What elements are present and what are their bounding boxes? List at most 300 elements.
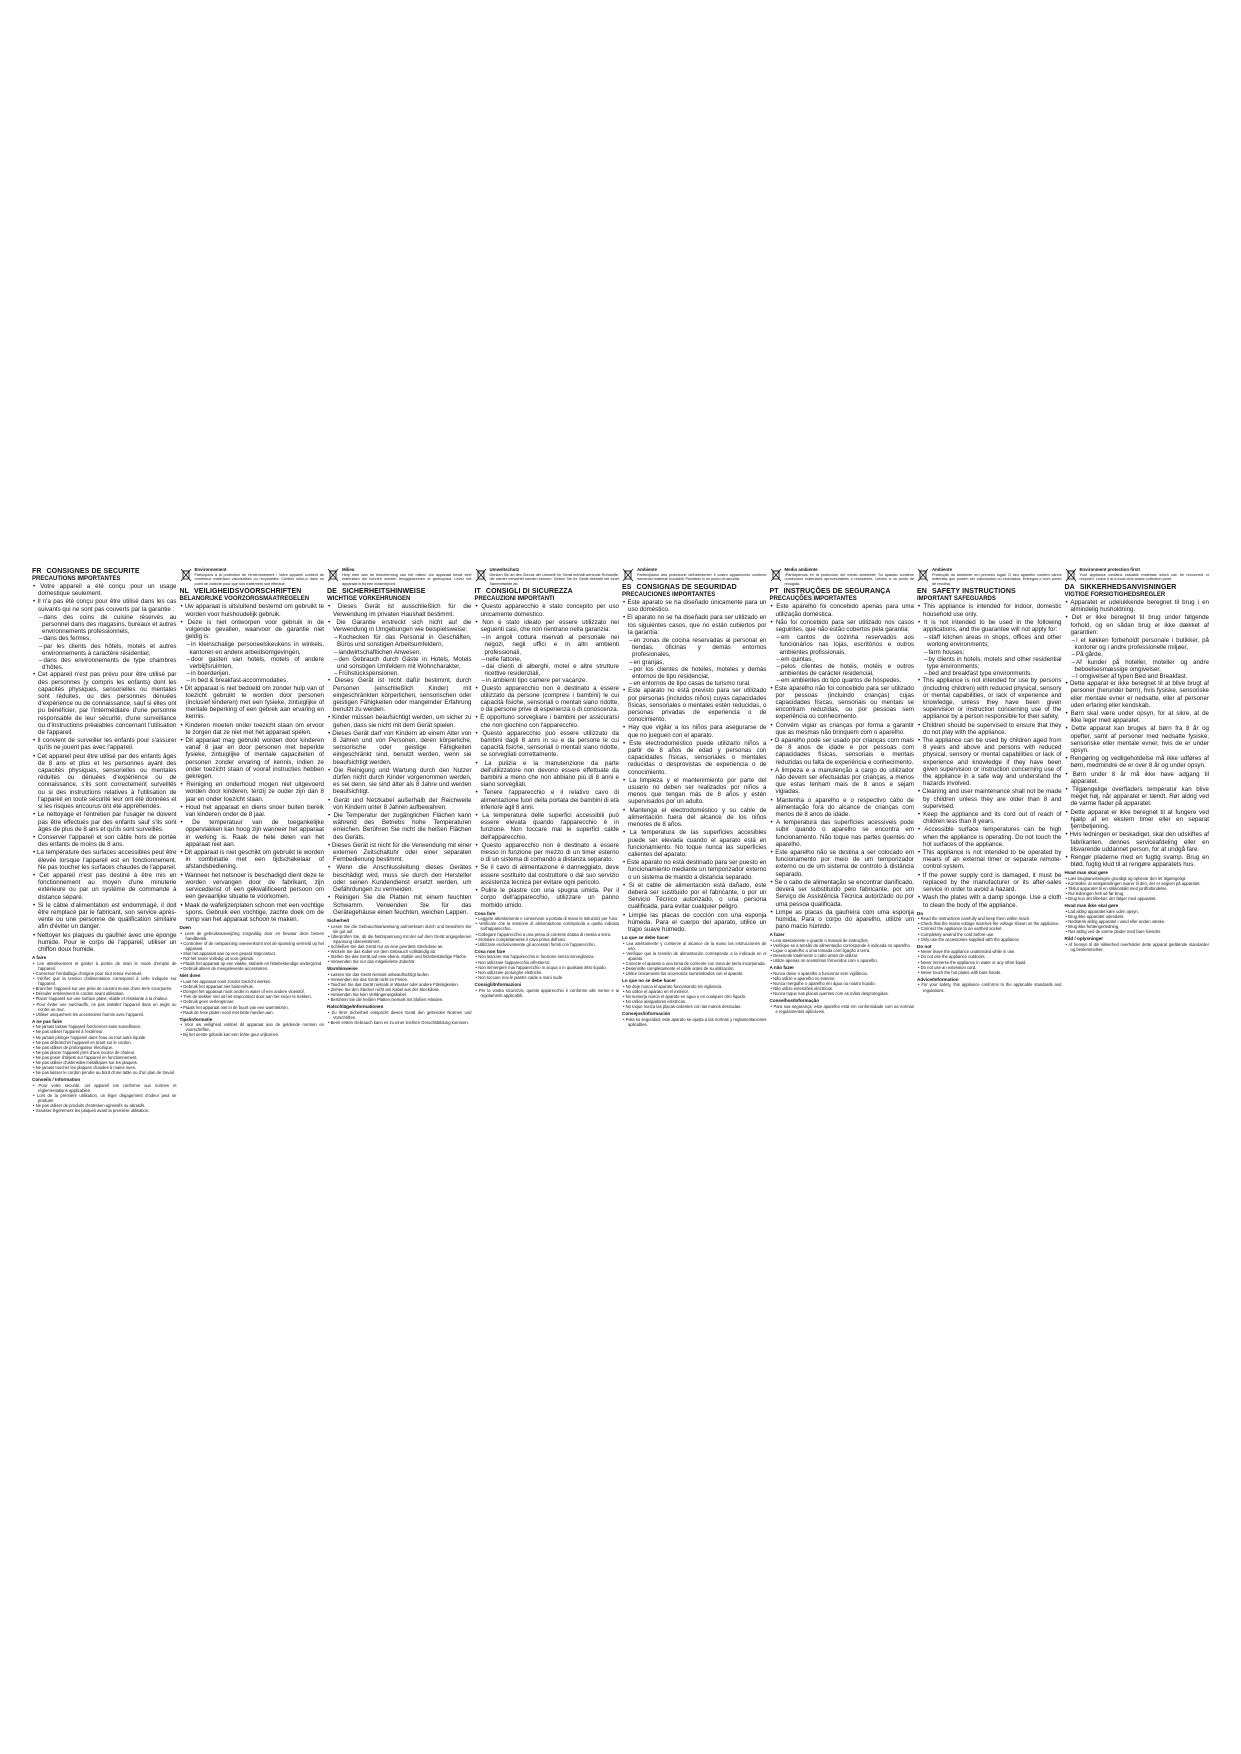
column-nl <box>180 568 325 1074</box>
small-bullets <box>770 1004 915 1014</box>
crossed-bin-icon <box>770 568 782 582</box>
small-bullets <box>917 916 1062 941</box>
list-item: • Pulire le piastre con una spugna umida. Per il corpo dell'apparecchio, utilizzare un panno morbido umido. <box>475 887 620 909</box>
list-item: • Verifique se a tensão de alimentação corresponde à indicada no aparelho. <box>770 943 915 948</box>
list-item: • Gebruik alleen de meegeleverde accessoires. <box>180 966 325 971</box>
list-item: • Rengøring og vedligeholdelse må ikke udføres af børn, medmindre de er over 8 år og under opsyn. <box>1065 755 1210 769</box>
list-item: • La température des surfaces accessibles peut être élevée lorsque l'appareil est en fonctionnement. Ne pas toucher les surfaces chaudes de l'appareil. <box>32 849 177 871</box>
list-item: – in ambienti tipo camere per vacanze. <box>475 677 620 684</box>
small-bullets <box>475 988 620 998</box>
section-subtitle-de: WICHTIGE VORKEHRUNGEN <box>327 596 411 603</box>
environment-box <box>180 568 325 586</box>
list-item: • Brancher l'appareil sur une prise de courant munie d'une terre incorporée. <box>32 986 177 991</box>
list-item: • Dieses Gerät ist nicht dafür bestimmt, durch Personen (einschließlich Kinder) mit eingeschränkten körperlichen, sensorischen oder geistigen Fähigkeiten oder mangelnder Erfahrung benutzt zu werden. <box>327 677 472 713</box>
list-item: – dai clienti di alberghi, motel e altre strutture ricettive residenziali, <box>475 663 620 677</box>
list-item: • Kinder müssen beaufsichtigt werden, um sicher zu gehen, dass sie nicht mit dem Gerät spielen. <box>327 714 472 728</box>
environment-text: Your appliance contains valuable materials which can be recovered or recycled. Leave it at a local civic waste collection point. <box>1079 572 1209 582</box>
list-item: • Questo apparecchio non è destinato a essere messo in funzione per mezzo di un timer esterno o di un sistema di comando a distanza separato. <box>475 842 620 864</box>
list-item: – nelle fattorie, <box>475 656 620 663</box>
list-item: • It is not intended to be used in the following applications, and the guarantee will not apply for: <box>917 619 1062 633</box>
list-item: • Rengør pladerne med en fugtig svamp. Brug en blød, fugtig klud til at rengøre apparatets hus. <box>1065 854 1210 868</box>
list-item: • Lad aldrig apparatet køre uden opsyn. <box>1065 909 1210 914</box>
list-item: • Laat het apparaat nooit zonder toezicht werken. <box>180 979 325 984</box>
list-item: • Nunca mergulhe o aparelho em água ou noutro líquido. <box>770 981 915 986</box>
crossed-bin-icon <box>180 568 192 582</box>
language-code-nl: NL <box>179 588 190 596</box>
list-item: • Cet appareil n'est pas prévu pour être utilisé par des personnes (y compris les enfants) dont les capacités physiques, sensorielles ou mentales sont réduites, ou des personnes dénuées d'expérience ou de connaissance, sauf si elles ont pu bénéficier, par l'intermédiaire d'une personne responsable de leur sécurité, d'une surveillance ou d'instructions préalables concernant l'utilisation de l'appareil. <box>32 671 177 736</box>
column-fr <box>32 568 177 1114</box>
small-bullets <box>622 984 767 1009</box>
list-item: • Ne pas débrancher l'appareil en tirant sur le cordon. <box>32 1040 177 1045</box>
subheading: A ne pas faire <box>32 1018 62 1024</box>
list-item: • La temperatura delle superfici accessibili può essere elevata quando l'apparecchio è in funzione. Non toccare mai le superfici calde dell'apparecchio. <box>475 812 620 841</box>
list-item: • Si le câble d'alimentation est endommagé, il doit être remplacé par le fabricant, son service après-vente ou une personne de qualification similaire afin d'éviter un danger. <box>32 902 177 931</box>
subheading: Cosa non fare <box>474 948 506 954</box>
list-item: – staff kitchen areas in shops, offices and other working environments; <box>917 634 1062 648</box>
small-bullets <box>917 949 1062 974</box>
list-item: • Mantenha o aparelho e o respectivo cabo de alimentação fora do alcance de crianças com menos de 8 anos de idade. <box>770 797 915 819</box>
small-bullets <box>475 916 620 947</box>
list-item: • If the power supply cord is damaged, it must be replaced by the manufacturer or its after-sales service in order to avoid a hazard. <box>917 872 1062 894</box>
environment-text: Partecipiamo alla protezione dell'ambiente! Il vostro apparecchio contiene numerosi materiali riciclabili. Portatelo in un punto di raccolta. <box>637 572 767 582</box>
list-item: • Utilice únicamente los accesorios suministrados con el aparato. <box>622 971 767 976</box>
list-item: – en granjas, <box>622 659 767 666</box>
subheading: Conseils / Information <box>32 1077 81 1083</box>
list-item: • Dérouler entièrement le cordon avant utilisation. <box>32 991 177 996</box>
list-item: • Ne jamais toucher les plaques chaudes à mains nues. <box>32 1065 177 1070</box>
list-item: – I omgivelser af typen Bed and Breakfast. <box>1065 673 1210 680</box>
list-item: • Maak de wafelijzerplaten schoon met een vochtige spons. Gebruik een vochtige, zachte doek om de romp van het apparaat schoon te maken. <box>180 902 325 924</box>
list-item: • Deze is niet ontworpen voor gebruik in de volgende gevallen, waarvoor de garantie niet geldig is: <box>180 619 325 641</box>
large-bullets-da <box>1065 599 1210 868</box>
list-item: • Vérifier que la tension d'alimentation correspond à celle indiquée sur l'appareil. <box>32 976 177 986</box>
subheading: A faire <box>32 955 47 961</box>
list-item: • Este aparato se ha diseñado únicamente para un uso doméstico. <box>622 599 767 613</box>
list-item: • Le nettoyage et l'entretien par l'usager ne doivent pas être effectués par des enfants sauf s'ils sont âgés de plus de 8 ans et qu'ils sont surveillés. <box>32 811 177 833</box>
list-item: • Rør aldrig ved de varme plader med bare hænder. <box>1065 929 1210 934</box>
section-header-de <box>327 588 472 596</box>
list-item: • Questo apparecchio non è destinato a essere utilizzato da persone (compresi i bambini) le cui capacità fisiche, sensoriali o mentali siano ridotte, o da persone prive di esperienza o di conoscenza. <box>475 685 620 714</box>
small-bullets <box>622 941 767 977</box>
environment-box <box>327 568 472 586</box>
list-item: • Não utilize extensões eléctricas. <box>770 986 915 991</box>
list-item: • Dompel het apparaat nooit onder in water of een andere vloeistof. <box>180 989 325 994</box>
subheading: Niet doen <box>179 973 201 979</box>
list-item: • Det er ikke beregnet til brug under følgende forhold, og en sådan brug er ikke dækket af garantien: <box>1065 614 1210 636</box>
list-item: • Este electrodoméstico puede utilizarlo niños a partir de 8 años de edad y personas con capacidades físicas, sensoriales o mentales reducidas o desprovistas de experiencia o de conocimiento. <box>622 740 767 776</box>
list-item: • Non utilizzare prolunghe elettriche. <box>475 970 620 975</box>
list-item: • La pulizia e la manutenzione da parte dell'utilizzatore non devono essere effettuate da bambini a meno che non abbiano più di 8 anni e siano sorvegliati. <box>475 760 620 789</box>
column-es <box>622 568 767 1074</box>
list-item: • No deje nunca el aparato funcionando sin vigilancia. <box>622 984 767 989</box>
list-item: • Brug ikke forlængerledning. <box>1065 924 1210 929</box>
language-code-de: DE <box>327 588 337 596</box>
crossed-bin-icon <box>1065 568 1077 582</box>
list-item: • Reiniging en onderhoud mogen niet uitgevoerd worden door kinderen, tenzij ze ouder zijn dan 8 jaar en onder toezicht staan. <box>180 781 325 803</box>
list-item: • Dit apparaat mag gebruikt worden door kinderen vanaf 8 jaar en door personen met beperkte fysieke, zintuiglijke of mentale capaciteiten of personen zonder ervaring of kennis, indien ze onder toezicht staan of vooraf instructies hebben gekregen. <box>180 737 325 780</box>
list-item: – den Gebrauch durch Gäste in Hotels, Motels und sonstigen Umfeldern mit Wohncharakter, <box>327 656 472 670</box>
language-code-es: ES <box>622 584 632 591</box>
list-item: • Ne pas placer l'appareil près d'une source de chaleur. <box>32 1050 177 1055</box>
list-item: • Die Garantie erstreckt sich nicht auf die Verwendung in Umgebungen wie beispielsweise: <box>327 619 472 633</box>
list-item: • Schließen Sie das Gerät nur an eine geerdete Steckdose an. <box>327 944 472 949</box>
subheading: Advice/Information <box>917 976 959 982</box>
list-item: • A temperatura das superfícies acessíveis pode subir quando o aparelho se encontra em funcionamento. Não toque nas partes quentes do aparelho. <box>770 819 915 848</box>
list-item: • Conecte el aparato a una toma de corriente con toma de tierra incorporada. <box>622 961 767 966</box>
list-item: • Die Temperatur der zugänglichen Flächen kann während des Betriebs hohe Temperaturen erreichen. Berühren Sie nicht die heißen Flächen des Geräts. <box>327 812 472 841</box>
language-code-pt: PT <box>769 588 779 596</box>
section-title-da: SIKKERHEDSANVISNINGER <box>1079 584 1177 591</box>
environment-title: Ambiente <box>932 567 953 572</box>
subheading: Warnhinweise <box>327 966 358 972</box>
list-item: • Questo apparecchio è stato concepito per uso unicamente domestico. <box>475 603 620 617</box>
list-item: • Utiliser uniquement les accessoires fournis avec l'appareil. <box>32 1012 177 1017</box>
list-item: • Ne pas utiliser d'ustensiles métalliques sur les plaques. <box>32 1060 177 1065</box>
list-item: – farm houses; <box>917 649 1062 656</box>
list-item: – Frühstückspensionen. <box>327 670 472 677</box>
list-item: – in bed & breakfast-accommodaties. <box>180 677 325 684</box>
subheading: Ratschläge/Informationen <box>327 1004 384 1010</box>
list-item: • Srotolare completamente il cavo prima dell'uso. <box>475 937 620 942</box>
list-item: • Dette apparat kan bruges af børn fra 8 år og opefter, samt af personer med nedsatte fysiske, sensoriske eller mentale evner, hvis de er under opsyn. <box>1065 725 1210 754</box>
subheading: Do not <box>917 943 932 949</box>
subheading: Conselhos/Informação <box>769 998 820 1004</box>
small-bullets <box>1065 942 1210 952</box>
list-item: • La limpieza y el mantenimiento por parte del usuario no deben ser realizados por niños a menos que tengan más de 8 años y estén supervisados por un adulto. <box>622 777 767 806</box>
environment-title: Milieu <box>342 567 355 572</box>
list-item: • Ne pas utiliser l'appareil à l'extérieur. <box>32 1029 177 1034</box>
subheading: Tips/informatie <box>179 1016 213 1022</box>
environment-box <box>622 568 767 582</box>
list-item: • Lire attentivement et garder à portée de main le mode d'emploi de l'appareil. <box>32 961 177 971</box>
list-item: • Tenere l'apparecchio e il relativo cavo di alimentazione fuori della portata dei bambini di età inferiore agli 8 anni. <box>475 789 620 811</box>
list-item: • Cet appareil n'est pas destiné à être mis en fonctionnement au moyen d'une minuterie extérieure ou par un système de commande à distance séparé. <box>32 872 177 901</box>
list-item: • Wash the plates with a damp sponge. Use a cloth to clean the body of the appliance. <box>917 894 1062 908</box>
list-item: • Dieses Gerät darf von Kindern ab einem Alter von 8 Jahren und von Personen, deren körperliche, sensorische oder geistige Fähigkeiten eingeschränkt sind, benutzt werden, wenn sie beaufsichtigt werden. <box>327 730 472 766</box>
section-title-es: CONSIGNAS DE SEGURIDAD <box>636 584 737 591</box>
list-item: • Only use the accessories supplied with the appliance. <box>917 937 1062 942</box>
subheading: Sicherheit <box>327 917 350 923</box>
list-item: • Ne pas poser d'objets sur l'appareil en fonctionnement. <box>32 1055 177 1060</box>
list-item: • Nunca deixe o aparelho a funcionar sem vigilância. <box>770 971 915 976</box>
section-header-nl <box>180 588 325 596</box>
list-item: – en entornos de tipo casas de turismo rural. <box>622 680 767 687</box>
section-subtitle-en: IMPORTANT SAFEGUARDS <box>917 596 996 603</box>
list-item: • Rol het snoer volledig uit voor gebruik. <box>180 956 325 961</box>
list-item: • Mantenga el electrodoméstico y su cable de alimentación fuera del alcance de los niños menores de 8 años. <box>622 807 767 829</box>
small-bullets <box>622 1017 767 1027</box>
list-item: • Kinderen moeten onder toezicht staan om ervoor te zorgen dat ze niet met het apparaat spelen. <box>180 722 325 736</box>
list-item: • Dette apparat er ikke beregnet til at blive brugt af personer (herunder børn), hvis fysiske, sensoriske eller mentale evner er nedsatte, eller af personer uden erfaring eller kendskab. <box>1065 680 1210 709</box>
subheading: Do <box>917 910 924 916</box>
list-item: – in kleinschalige personeelskeukens in winkels, kantoren en andere arbeidsomgevingen, <box>180 641 325 655</box>
list-item: • For your safety, this appliance conforms to the applicable standards and regulations. <box>917 982 1062 992</box>
list-item: • Votre appareil a été conçu pour un usage domestique seulement. <box>32 583 177 597</box>
list-item: • Children should be supervised to ensure that they do not play with the appliance. <box>917 722 1062 736</box>
list-item: • Verifique que la tensión de alimentación corresponde a la indicada en el aparato. <box>622 951 767 961</box>
list-item: • Never touch the hot plates with bare hands. <box>917 970 1062 975</box>
list-item: • Brug kun det tilbehør, der følger med apparatet. <box>1065 896 1210 901</box>
section-header-it <box>475 588 620 596</box>
section-subtitle-pt: PRECAUÇÕES IMPORTANTES <box>769 596 857 603</box>
list-item: • Do not use the appliance outdoors. <box>917 954 1062 959</box>
small-bullets <box>475 954 620 979</box>
list-item: • Zu Ihrer Sicherheit entspricht dieses Gerät den geltenden Normen und Vorschriften. <box>327 1010 472 1020</box>
crossed-bin-icon <box>475 568 487 582</box>
small-bullets <box>180 931 325 972</box>
large-bullets-en <box>917 603 1062 908</box>
environment-title: Environnement <box>194 567 227 572</box>
list-item: • Accessible surface temperatures can be high when the appliance is operating. Do not touch the hot surfaces of the appliance. <box>917 826 1062 848</box>
list-item: • Este aparelho não foi concebido para ser utilizado por pessoas (incluindo crianças) cujas capacidades físicas, sensoriais ou mentais se encontram reduzidas, ou por pessoas sem experiência ou conhecimento. <box>770 685 915 721</box>
section-header-fr <box>32 568 177 576</box>
list-item: • The appliance can be used by children aged from 8 years and above and persons with reduced physical, sensory or mental capabilities or lack of experience and knowledge if they have been given supervision or instruction concerning use of the appliance in a safe way and understand the hazards involved. <box>917 737 1062 787</box>
list-item: • O aparelho pode ser usado por crianças com mais de 8 anos de idade e por pessoas com capacidades físicas, sensoriais e mentais reduzidas ou falta de experiência e conhecimento. <box>770 737 915 766</box>
subheading: A fazer <box>769 932 785 938</box>
list-item: • Reinigen Sie die Platten mit einem feuchten Schwamm. Verwenden Sie für das Gerätegehäuse einen feuchten, weichen Lappen. <box>327 894 472 916</box>
list-item: • Lea atentamente y conserve al alcance de la mano las instrucciones de uso. <box>622 941 767 951</box>
subheading: Hvad man skal gøre <box>1064 870 1108 876</box>
list-item: • Connect the appliance to an earthed socket. <box>917 926 1062 931</box>
section-pt <box>770 588 915 1014</box>
list-item: • Verwenden Sie kein Verlängerungskabel. <box>327 992 472 997</box>
list-item: – in boerderijen, <box>180 670 325 677</box>
list-item: • Voor uw veiligheid voldoet dit apparaat aan de geldende normen en voorschriften. <box>180 1022 325 1032</box>
environment-text: ¡Participemos en la protección del medio ambiente! Su aparato contiene numerosos materiales aprovechables o reciclables. Llévelo a un punto de recogida. <box>784 572 914 586</box>
list-item: – door gasten van hotels, motels of andere verblijfsruimten, <box>180 656 325 670</box>
list-item: • Este aparelho não se destina a ser colocado em funcionamento por meio de um temporizador externo ou de um sistema de controlo à distância separado. <box>770 849 915 878</box>
list-item: • Børn under 8 år må ikke have adgang til apparatet. <box>1065 771 1210 785</box>
environment-box <box>770 568 915 586</box>
list-item: • Si el cable de alimentación está dañado, éste deberá ser sustituido por el fabricante, o por un Servicio Técnico autorizado, o una persona cualificada, para evitar cualquier peligro. <box>622 882 767 911</box>
list-item: – pelos clientes de hotéis, motéis e outros ambientes de carácter residencial, <box>770 663 915 677</box>
environment-box <box>1065 568 1210 582</box>
list-item: • Never leave the appliance unattended while in use. <box>917 949 1062 954</box>
list-item: • Check that the mains voltage matches the voltage shown on the appliance. <box>917 921 1062 926</box>
list-item: • Ne pas utiliser de prolongateur électrique. <box>32 1045 177 1050</box>
list-item: • Il convient de surveiller les enfants pour s'assurer qu'ils ne jouent pas avec l'appareil. <box>32 737 177 751</box>
list-item: • Dieses Gerät ist ausschließlich für die Verwendung im privaten Haushalt bestimmt. <box>327 603 472 617</box>
section-title-it: CONSIGLI DI SICUREZZA <box>485 588 573 596</box>
small-bullets <box>180 1022 325 1037</box>
list-item: • Utilizzare esclusivamente gli accessori forniti con l'apparecchio. <box>475 942 620 947</box>
small-bullets <box>32 1024 177 1075</box>
list-item: • Leia atentamente e guarde o manual de instruções. <box>770 938 915 943</box>
list-item: • Keep the appliance and its cord out of reach of children less than 8 years. <box>917 811 1062 825</box>
large-bullets-fr <box>32 583 177 953</box>
list-item: – dans des coins de cuisine réservés au personnel dans des magasins, bureaux et autres environnements professionnels, <box>32 614 177 636</box>
list-item: • Nettoyer les plaques du gaufrier avec une éponge humide. Pour le corps de l'appareil, utiliser un chiffon doux humide. <box>32 932 177 954</box>
list-item: – I et køkken forbeholdt personale i butikker, på kontorer og i andre professionelle miljøer, <box>1065 637 1210 651</box>
subheading: A não fazer <box>769 965 795 971</box>
list-item: • Pour votre sécurité, cet appareil est conforme aux normes et réglementations applicables. <box>32 1083 177 1093</box>
small-bullets <box>917 982 1062 992</box>
list-item: • Berühren Sie die heißen Platten niemals mit bloßen Händen. <box>327 997 472 1002</box>
column-it <box>475 568 620 1074</box>
list-item: – Kochecken für das Personal in Geschäften, Büros und sonstigen Arbeitsumfeldern, <box>327 634 472 648</box>
section-en <box>917 588 1062 992</box>
list-item: • Non è stato ideato per essere utilizzato nei seguenti casi, che non rientrano nella garanzia: <box>475 619 620 633</box>
list-item: • Lassen Sie das Gerät niemals unbeaufsichtigt laufen. <box>327 972 472 977</box>
column-pt <box>770 568 915 1074</box>
list-item: – em cantos de cozinha reservados aos funcionários nas lojas, escritórios e outros ambientes profissionais, <box>770 634 915 656</box>
large-bullets-it <box>475 603 620 908</box>
list-item: • Dit apparaat is niet bedoeld om zonder hulp van of toezicht gebruikt te worden door personen (inclusief kinderen) met een fysieke, zintuiglijke of mentale beperking of een gebrek aan ervaring en kennis. <box>180 685 325 721</box>
list-item: – em ambientes do tipo quartos de hóspedes. <box>770 677 915 684</box>
list-item: • Limpie las placas de cocción con una esponja húmeda. Para el cuerpo del aparato, utilice un trapo suave húmedo. <box>622 912 767 934</box>
small-bullets <box>1065 909 1210 934</box>
list-item: • Never immerse the appliance in water or any other liquid. <box>917 960 1062 965</box>
large-bullets-nl <box>180 603 325 923</box>
list-item: • Hvis ledningen er beskadiget, skal den udskiftes af fabrikanten, dennes serviceafdeling eller en tilsvarende uddannet person, for at undgå fare. <box>1065 831 1210 853</box>
list-item: • Dette apparat er ikke beregnet til at fungere ved hjælp af en ekstern timer eller en separat fjernbetjening. <box>1065 809 1210 831</box>
crossed-bin-icon <box>622 568 634 582</box>
list-item: • Sluit het apparaat aan op een geaard stopcontact. <box>180 951 325 956</box>
environment-text: Help mee aan de bescherming van het milieu! Uw apparaat bevat veel materialen die kunnen worden teruggewonnen of gerecycled. Lever het apparaat in bij een inzamelpunt. <box>342 572 472 586</box>
column-de <box>327 568 472 1074</box>
list-item: • Conserver l'appareil et son câble hors de portée des enfants de moins de 8 ans. <box>32 834 177 848</box>
list-item: • Gerät und Netzkabel außerhalb der Reichweite von Kindern unter 8 Jahren aufbewahren. <box>327 797 472 811</box>
list-item: • Read the instructions carefully and keep them within reach. <box>917 916 1062 921</box>
environment-box <box>917 568 1062 586</box>
list-item: • Apparatet er udelukkende beregnet til brug i en almindelig husholdning. <box>1065 599 1210 613</box>
subheading: Råd / oplysninger <box>1064 936 1104 942</box>
list-item: • Leggere attentamente e conservare a portata di mano le istruzioni per l'uso. <box>475 916 620 921</box>
section-da <box>1065 584 1210 952</box>
list-item: • Verificare che la tensione di alimentazione corrisponda a quella indicata sull'apparecchio. <box>475 921 620 931</box>
subheading: Doen <box>179 925 191 931</box>
list-item: • Dieses Gerät ist nicht für die Verwendung mit einer externen Zeitschaltuhr oder einer separaten Fernbedienung bestimmt. <box>327 842 472 864</box>
list-item: • Se o cabo de alimentação se encontrar danificado, deverá ser substituído pelo fabricante, por um Serviço de Assistência Técnica autorizado ou por uma pessoa qualificada. <box>770 879 915 908</box>
list-item: • Conserver l'emballage d'origine pour tout retour éventuel. <box>32 971 177 976</box>
list-item: • Gebruik het apparaat niet buitenshuis. <box>180 984 325 989</box>
environment-title: Ambiente <box>637 567 658 572</box>
crossed-bin-icon <box>327 568 339 582</box>
small-bullets <box>327 924 472 965</box>
list-item: • Plaats het apparaat op een vlakke, stabiele en hittebestendige ondergrond. <box>180 961 325 966</box>
list-item: • This appliance is not intended to be operated by means of an external timer or separate remote-control system. <box>917 849 1062 871</box>
list-item: • Hay que vigilar a los niños para asegurarse de que no jueguen con el aparato. <box>622 724 767 738</box>
list-item: • Lesen Sie die Gebrauchsanweisung aufmerksam durch und bewahren Sie sie gut auf. <box>327 924 472 934</box>
list-item: • No utilice alargadores eléctricos. <box>622 999 767 1004</box>
list-item: • Wenn die Anschlussleitung dieses Gerätes beschädigt wird, muss sie durch den Hersteller oder seinen Kundendienst ersetzt werden, um Gefährdungen zu vermeiden. <box>327 864 472 893</box>
list-item: • Este aparelho foi concebido apenas para uma utilização doméstica. <box>770 603 915 617</box>
list-item: • Se il cavo di alimentazione è danneggiato, deve essere sostituito dal costruttore o dal suo servizio assistenza tecnica per evitare ogni pericolo. <box>475 864 620 886</box>
list-item: • Raak de hete platen nooit met blote handen aan. <box>180 1010 325 1015</box>
section-title-en: SAFETY INSTRUCTIONS <box>931 588 1016 596</box>
list-item: • A limpeza e a manutenção a cargo do utilizador não devem ser efectuadas por crianças, a menos que estas tenham mais de 8 anos e sejam vigiadas. <box>770 767 915 796</box>
list-item: • Desenrole totalmente o cabo antes de utilizar. <box>770 953 915 958</box>
section-subtitle-da: VIGTIGE FORSIGTIGHEDSREGLER <box>1064 592 1166 598</box>
section-de <box>327 588 472 1025</box>
list-item: • Graisser légèrement les plaques avant la première utilisation. <box>32 1108 177 1113</box>
list-item: – by clients in hotels, motels and other residential type environments; <box>917 656 1062 670</box>
language-code-fr: FR <box>32 568 42 575</box>
small-bullets <box>327 972 472 1003</box>
section-subtitle-nl: BELANGRIJKE VOORZORGSMAATREGELEN <box>179 596 310 603</box>
list-item: – dans des fermes, <box>32 635 177 642</box>
section-es <box>622 584 767 1027</box>
list-item: • Læs brugsanvisningen grundigt og opbevar den let tilgængeligt. <box>1065 876 1210 881</box>
language-code-da: DA <box>1064 584 1075 591</box>
list-item: • Il n'a pas été conçu pour être utilisé dans les cas suivants qui ne sont pas couverts par la garantie : <box>32 598 177 612</box>
list-item: • This appliance is not intended for use by persons (including children) with reduced physical, sensory or mental capabilities, or lack of experience and knowledge, unless they have been given supervision or instruction concerning use of the appliance by a person responsible for their safety. <box>917 677 1062 720</box>
section-subtitle-it: PRECAUZIONI IMPORTANTI <box>474 596 555 603</box>
list-item: • Beim ersten Gebrauch kann es zu einer leichten Geruchsbildung kommen. <box>327 1020 472 1025</box>
list-item: • Non lasciare mai l'apparecchio in funzione senza sorveglianza. <box>475 954 620 959</box>
list-item: • El aparato no se ha diseñado para ser utilizado en los siguientes casos, que no están cubiertos por la garantía: <box>622 614 767 636</box>
list-item: • Verwenden Sie nur das mitgelieferte Zubehör. <box>327 959 472 964</box>
list-item: • Af hensyn til din sikkerhed overholder dette apparat gældende standarder og bestemmelser. <box>1065 942 1210 952</box>
large-bullets-es <box>622 599 767 933</box>
section-title-nl: VEILIGHEIDSVOORSCHRIFTEN <box>194 588 302 596</box>
small-bullets <box>32 1083 177 1114</box>
small-bullets <box>770 971 915 996</box>
list-item: • Não foi concebido para ser utilizado nos casos seguintes, que não estão cobertos pela garantia: <box>770 619 915 633</box>
list-item: • È opportuno sorvegliare i bambini per assicurarsi che non giochino con l'apparecchio. <box>475 714 620 728</box>
list-item: • Ne jamais laisser l'appareil fonctionner sans surveillance. <box>32 1024 177 1029</box>
list-item: – por los clientes de hoteles, moteles y demás entornos de tipo residencial, <box>622 666 767 680</box>
small-bullets <box>770 938 915 963</box>
list-item: – in angoli cottura riservati al personale nei negozi, negli uffici e in altri ambienti professionali, <box>475 634 620 656</box>
list-item: • Ne pas laisser le cordon pendre au bord d'une table ou d'un plan de travail. <box>32 1070 177 1075</box>
environment-title: Umweltschutz <box>489 567 520 572</box>
list-item: • Uw apparaat is uitsluitend bestemd om gebruikt te worden voor huishoudelijk gebruik. <box>180 603 325 617</box>
small-bullets <box>32 961 177 1017</box>
list-item: • Tilslut apparatet til en stikkontakt med jordforbindelse. <box>1065 886 1210 891</box>
list-item: – På gårde, <box>1065 651 1210 658</box>
list-item: • This appliance is intended for indoor, domestic household use only. <box>917 603 1062 617</box>
list-item: • Completely unwind the cord before use. <box>917 932 1062 937</box>
list-item: • Houd het apparaat en diens snoer buiten bereik van kinderen onder de 8 jaar. <box>180 804 325 818</box>
list-item: – landwirtschaftlichen Anwesen, <box>327 649 472 656</box>
large-bullets-de <box>327 603 472 916</box>
list-item: • De temperatuur van de toegankelijke oppervlakken kan hoog zijn wanneer het apparaat in werking is. Raak de hete delen van het apparaat niet aan. <box>180 819 325 848</box>
list-item: • Plaats het apparaat niet in de buurt van een warmtebron. <box>180 1005 325 1010</box>
section-header-en <box>917 588 1062 596</box>
list-item: • Limpe as placas da gaufreira com uma esponja húmida. Para o corpo do aparelho, utilize um pano macio húmido. <box>770 909 915 931</box>
column-en <box>917 568 1062 1074</box>
safety-instructions-sheet <box>32 567 1210 1114</box>
section-nl <box>180 588 325 1037</box>
list-item: • Este aparato no está previsto para ser utilizado por personas (incluidos niños) cuyas capacidades físicas, sensoriales o mentales estén reducidas, o personas privadas de experiencia o de conocimiento. <box>622 687 767 723</box>
environment-text: Participons à la protection de l'environnement ! Votre appareil contient de nombreux matériaux valorisables ou recyclables. Confiez celui-ci dans un point de collecte pour que son traitement soit effectué. <box>194 572 324 586</box>
small-bullets <box>1065 876 1210 901</box>
subheading: Consigli/Informazioni <box>474 981 522 987</box>
list-item: • Questo apparecchio può essere utilizzato da bambini dagli 8 anni in su e da persone le cui capacità fisiche, sensoriali o mentali siano ridotte, se sorvegliati correttamente. <box>475 730 620 759</box>
list-item: • Ligue o aparelho a uma tomada com ligação à terra. <box>770 948 915 953</box>
list-item: • Trek de stekker niet uit het stopcontact door aan het snoer te trekken. <box>180 994 325 999</box>
list-item: • Lors de la première utilisation, un léger dégagement d'odeur peut se produire. <box>32 1093 177 1103</box>
list-item: • Utilize apenas os acessórios fornecidos com o aparelho. <box>770 958 915 963</box>
list-item: • Bij het eerste gebruik kan een lichte geur vrijkomen. <box>180 1032 325 1037</box>
language-code-it: IT <box>474 588 481 596</box>
list-item: • Cet appareil peut être utilisé par des enfants âgés de 8 ans et plus et les personnes ayant des capacités physiques, sensorielles ou mentales réduites ou dénuées d'expérience ou de connaissance, s'ils sont correctement surveillés ou si des instructions relatives à l'utilisation de l'appareil en toute sécurité leur ont été données et si les risques encourus ont été appréhendés. <box>32 753 177 811</box>
crossed-bin-icon <box>917 568 929 582</box>
list-item: • Gebruik geen verlengsnoer. <box>180 999 325 1004</box>
list-item: • Non utilizzare l'apparecchio all'esterno. <box>475 960 620 965</box>
section-title-pt: INSTRUÇÕES DE SEGURANÇA <box>783 588 891 596</box>
section-title-de: SICHERHEITSHINWEISE <box>341 588 426 596</box>
list-item: • Kontroller, at netspændingen svarer til den, der er angivet på apparatet. <box>1065 881 1210 886</box>
section-header-da <box>1065 584 1210 592</box>
environment-text: Protecção do ambiente em primeiro lugar! O seu aparelho contém vários materiais que podem ser valorizados ou reciclados. Entregue-o num ponto de recolha. <box>932 572 1062 586</box>
list-item: • Este aparato no está destinado para ser puesto en funcionamiento mediante un temporizador externo o un sistema de mando a distancia separado. <box>622 859 767 881</box>
list-item: • Ne pas utiliser de produits d'entretien agressifs ou abrasifs. <box>32 1103 177 1108</box>
list-item: • Nedsænk aldrig apparatet i vand eller anden væske. <box>1065 919 1210 924</box>
subheading: Consejos/información <box>622 1011 671 1017</box>
list-item: • Convém vigiar as crianças por forma a garantir que as mesmas não brinquem com o aparelho. <box>770 722 915 736</box>
